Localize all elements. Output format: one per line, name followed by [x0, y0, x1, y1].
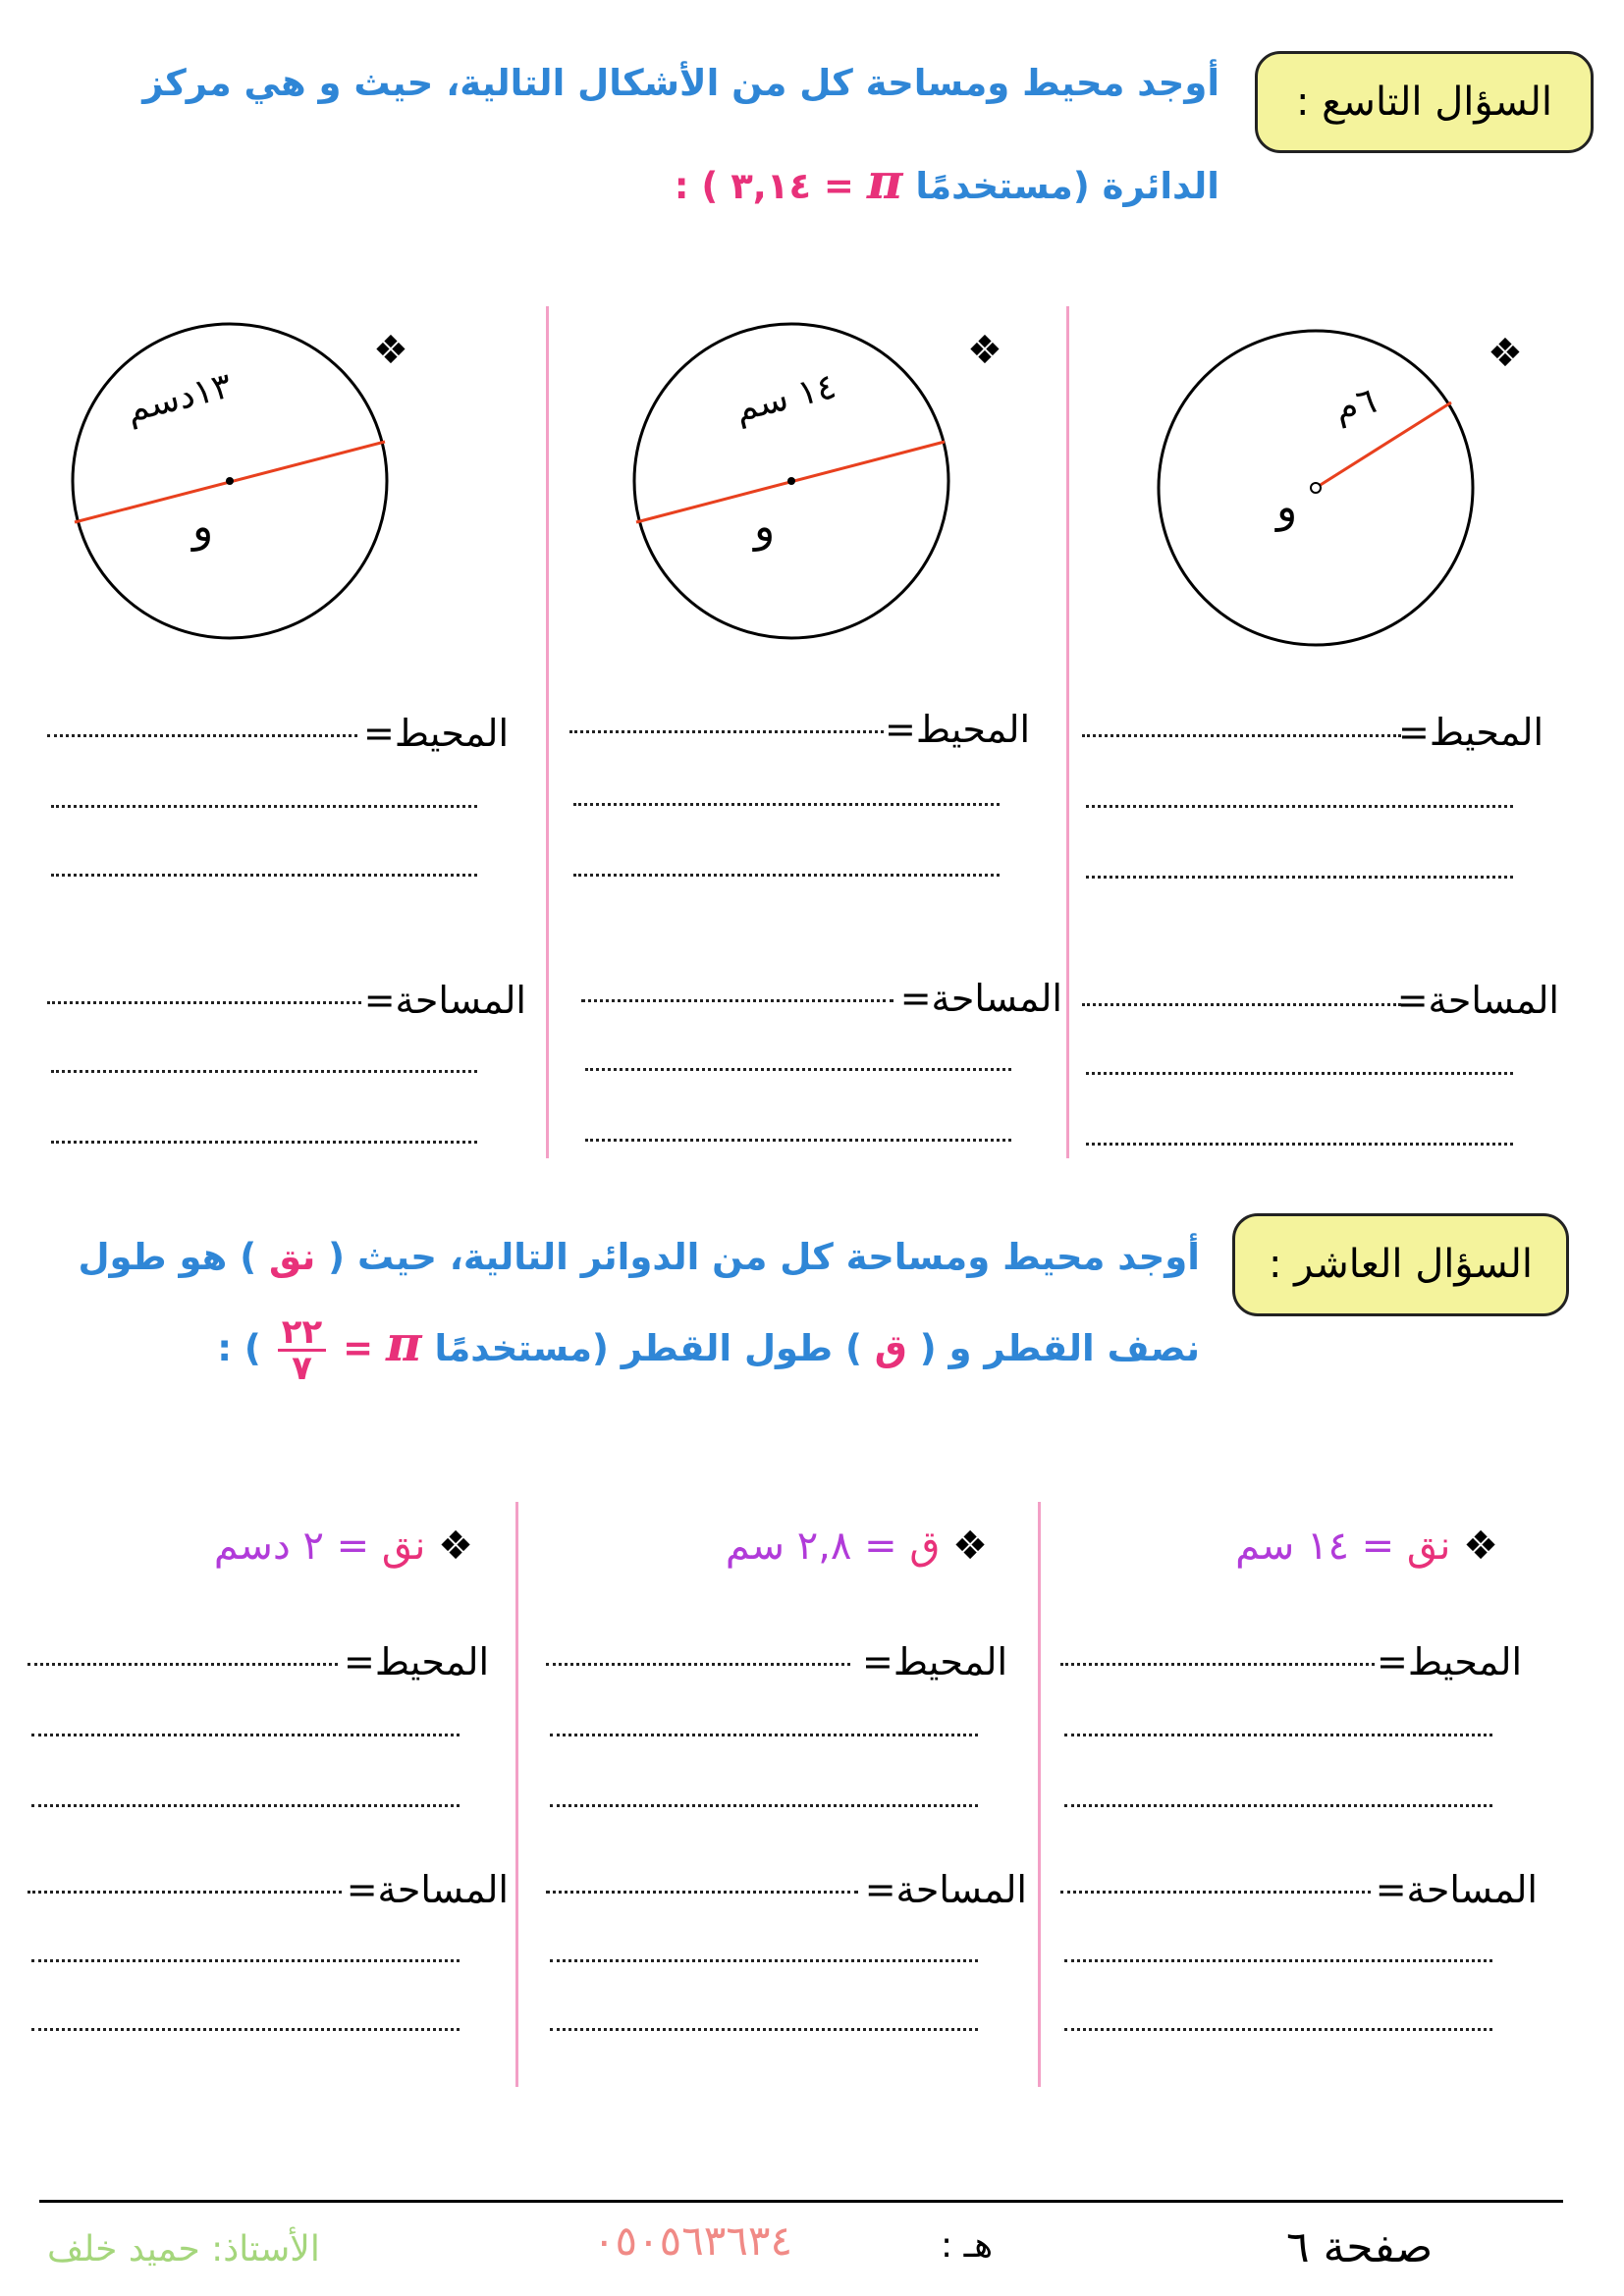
q10-line-1-a: أوجد محيط ومساحة كل من الدوائر التالية، حيث ( [328, 1236, 1200, 1278]
q9-c3-area-line-1[interactable] [47, 1001, 361, 1004]
q10-c1-area-label: المساحة= [1375, 1868, 1538, 1911]
q10-c1-area-line-3[interactable] [1064, 2028, 1492, 2031]
circle-figure-diameter-1 [634, 324, 948, 638]
q10-c3-perimeter-label: المحيط= [343, 1640, 489, 1683]
footer-page-number: صفحة ٦ [1286, 2222, 1434, 2272]
q9-c2-area-line-1[interactable] [581, 999, 893, 1002]
q9-c1-area-line-3[interactable] [1086, 1143, 1513, 1146]
q10-c1-area-line-2[interactable] [1064, 1959, 1492, 1962]
circle-2-center-label: و [754, 502, 776, 552]
q10-c3-area-line-1[interactable] [27, 1891, 342, 1894]
footer-rule [39, 2200, 1563, 2203]
q10-c3-perimeter-line-2[interactable] [31, 1734, 460, 1736]
q9-c2-area-line-3[interactable] [585, 1139, 1011, 1142]
q-symbol: ق [874, 1327, 907, 1369]
q10-line-2-a: نصف القطر و ( [919, 1327, 1200, 1369]
question-9-line-1: أوجد محيط ومساحة كل من الأشكال التالية، حيث و هي مركز [142, 62, 1219, 104]
nq-symbol: نق [269, 1236, 316, 1278]
q10-c2-perimeter-line-1[interactable] [546, 1663, 850, 1666]
q10-c3-area-label: المساحة= [346, 1868, 509, 1911]
q9-c1-perimeter-line-1[interactable] [1082, 734, 1401, 737]
q10-column-divider-1 [1038, 1502, 1041, 2087]
circle-3-center-label: و [192, 502, 214, 552]
q9-c1-area-label: المساحة= [1396, 979, 1559, 1022]
question-10-title: السؤال العاشر : [1268, 1242, 1534, 1287]
q10-line-2-end: ) : [217, 1327, 261, 1369]
q9-c3-perimeter-line-1[interactable] [47, 734, 357, 737]
pi-symbol-q10: π [386, 1314, 422, 1372]
q10-c2-area-line-3[interactable] [550, 2028, 978, 2031]
pi-value: = ٣,١٤ ) : [674, 165, 854, 207]
question-9-title: السؤال التاسع : [1295, 80, 1553, 125]
q9-c3-perimeter-line-3[interactable] [51, 874, 477, 877]
q10-item-1-var: نق [1406, 1523, 1451, 1569]
q10-c2-perimeter-label: المحيط= [861, 1640, 1007, 1683]
q10-item-2-var: ق [909, 1523, 941, 1569]
q10-item-2-value: = ٢,٨ سم [725, 1523, 897, 1569]
q9-bullet-1: ❖ [1488, 331, 1523, 376]
pi-symbol: π [866, 152, 903, 210]
pi-fraction [278, 1312, 327, 1388]
q9-c2-area-label: المساحة= [899, 977, 1062, 1020]
q10-line-1-b: ) هو طول [78, 1236, 257, 1278]
q10-c2-perimeter-line-3[interactable] [550, 1804, 978, 1807]
q10-c2-perimeter-line-2[interactable] [550, 1734, 978, 1736]
q10-bullet-2: ❖ [952, 1523, 988, 1569]
question-9-line-2-prefix: الدائرة (مستخدمًا [915, 165, 1219, 207]
q9-c2-area-line-2[interactable] [585, 1068, 1011, 1071]
q10-c1-perimeter-line-1[interactable] [1060, 1663, 1375, 1666]
circle-3-diameter-label: ١٣دسم [122, 365, 237, 431]
circle-1-radius-label: ٦م [1330, 380, 1380, 430]
circle-1-center-label: و [1276, 482, 1298, 532]
q9-c1-perimeter-line-3[interactable] [1086, 876, 1513, 879]
q9-c1-area-line-1[interactable] [1082, 1003, 1401, 1006]
q9-c3-area-line-3[interactable] [51, 1141, 477, 1144]
q9-c2-perimeter-label: المحيط= [884, 708, 1030, 751]
question-10-line-1 [78, 1236, 1200, 1278]
q9-c3-perimeter-line-2[interactable] [51, 805, 477, 808]
q10-c3-area-line-2[interactable] [31, 1959, 460, 1962]
q9-c3-area-line-2[interactable] [51, 1070, 477, 1073]
q10-c2-area-line-1[interactable] [546, 1891, 858, 1894]
q10-c3-perimeter-line-3[interactable] [31, 1804, 460, 1807]
q9-circle-figures [0, 0, 1624, 707]
q9-c2-perimeter-line-3[interactable] [573, 874, 1000, 877]
q10-item-3-var: نق [381, 1523, 426, 1569]
q10-bullet-3: ❖ [438, 1523, 473, 1569]
q9-c3-perimeter-label: المحيط= [362, 712, 509, 755]
q9-bullet-3: ❖ [373, 328, 408, 373]
q10-item-2 [725, 1523, 988, 1569]
q9-c1-perimeter-label: المحيط= [1397, 711, 1543, 754]
q9-bullet-2: ❖ [967, 328, 1002, 373]
circle-figure-diameter-2 [73, 324, 387, 638]
q9-c2-perimeter-line-1[interactable] [569, 730, 884, 733]
q10-c1-area-line-1[interactable] [1060, 1891, 1371, 1894]
q10-bullet-1: ❖ [1463, 1523, 1498, 1569]
q10-c1-perimeter-line-2[interactable] [1064, 1734, 1492, 1736]
q9-c1-area-line-2[interactable] [1086, 1072, 1513, 1075]
footer-teacher-name: الأستاذ: حميد خلف [47, 2229, 320, 2269]
footer-phone-label: هـ : [941, 2225, 994, 2266]
q10-c3-perimeter-line-1[interactable] [27, 1663, 338, 1666]
q10-c2-area-label: المساحة= [864, 1868, 1027, 1911]
q10-c1-perimeter-line-3[interactable] [1064, 1804, 1492, 1807]
q10-column-divider-2 [515, 1502, 518, 2087]
q10-line-2-b: ) طول القطر (مستخدمًا [434, 1327, 862, 1369]
footer-phone-number: ٠٥٠٥٦٣٦٣٤ [593, 2216, 793, 2265]
q10-item-1-value: = ١٤ سم [1235, 1523, 1395, 1569]
q10-item-1 [1235, 1523, 1498, 1569]
circle-2-diameter-label: ١٤ سم [731, 366, 840, 431]
circle-figure-radius [1159, 331, 1473, 645]
question-10-title-box [1232, 1213, 1569, 1316]
q10-item-3 [213, 1523, 473, 1569]
q10-item-3-value: = ٢ دسم [213, 1523, 370, 1569]
pi-fraction-numerator: ٢٢ [278, 1315, 327, 1352]
q9-c2-perimeter-line-2[interactable] [573, 803, 1000, 806]
pi-fraction-denominator: ٧ [292, 1349, 312, 1388]
q10-c1-perimeter-label: المحيط= [1376, 1640, 1522, 1683]
q10-c3-area-line-3[interactable] [31, 2028, 460, 2031]
q10-c2-area-line-2[interactable] [550, 1959, 978, 1962]
question-10-line-2: نصف القطر و ( ق ) طول القطر (مستخدمًا π = $\frac{٢٢}{٧}$ ) : [217, 1312, 1200, 1388]
q9-c1-perimeter-line-2[interactable] [1086, 805, 1513, 808]
q9-c3-area-label: المساحة= [363, 979, 526, 1022]
